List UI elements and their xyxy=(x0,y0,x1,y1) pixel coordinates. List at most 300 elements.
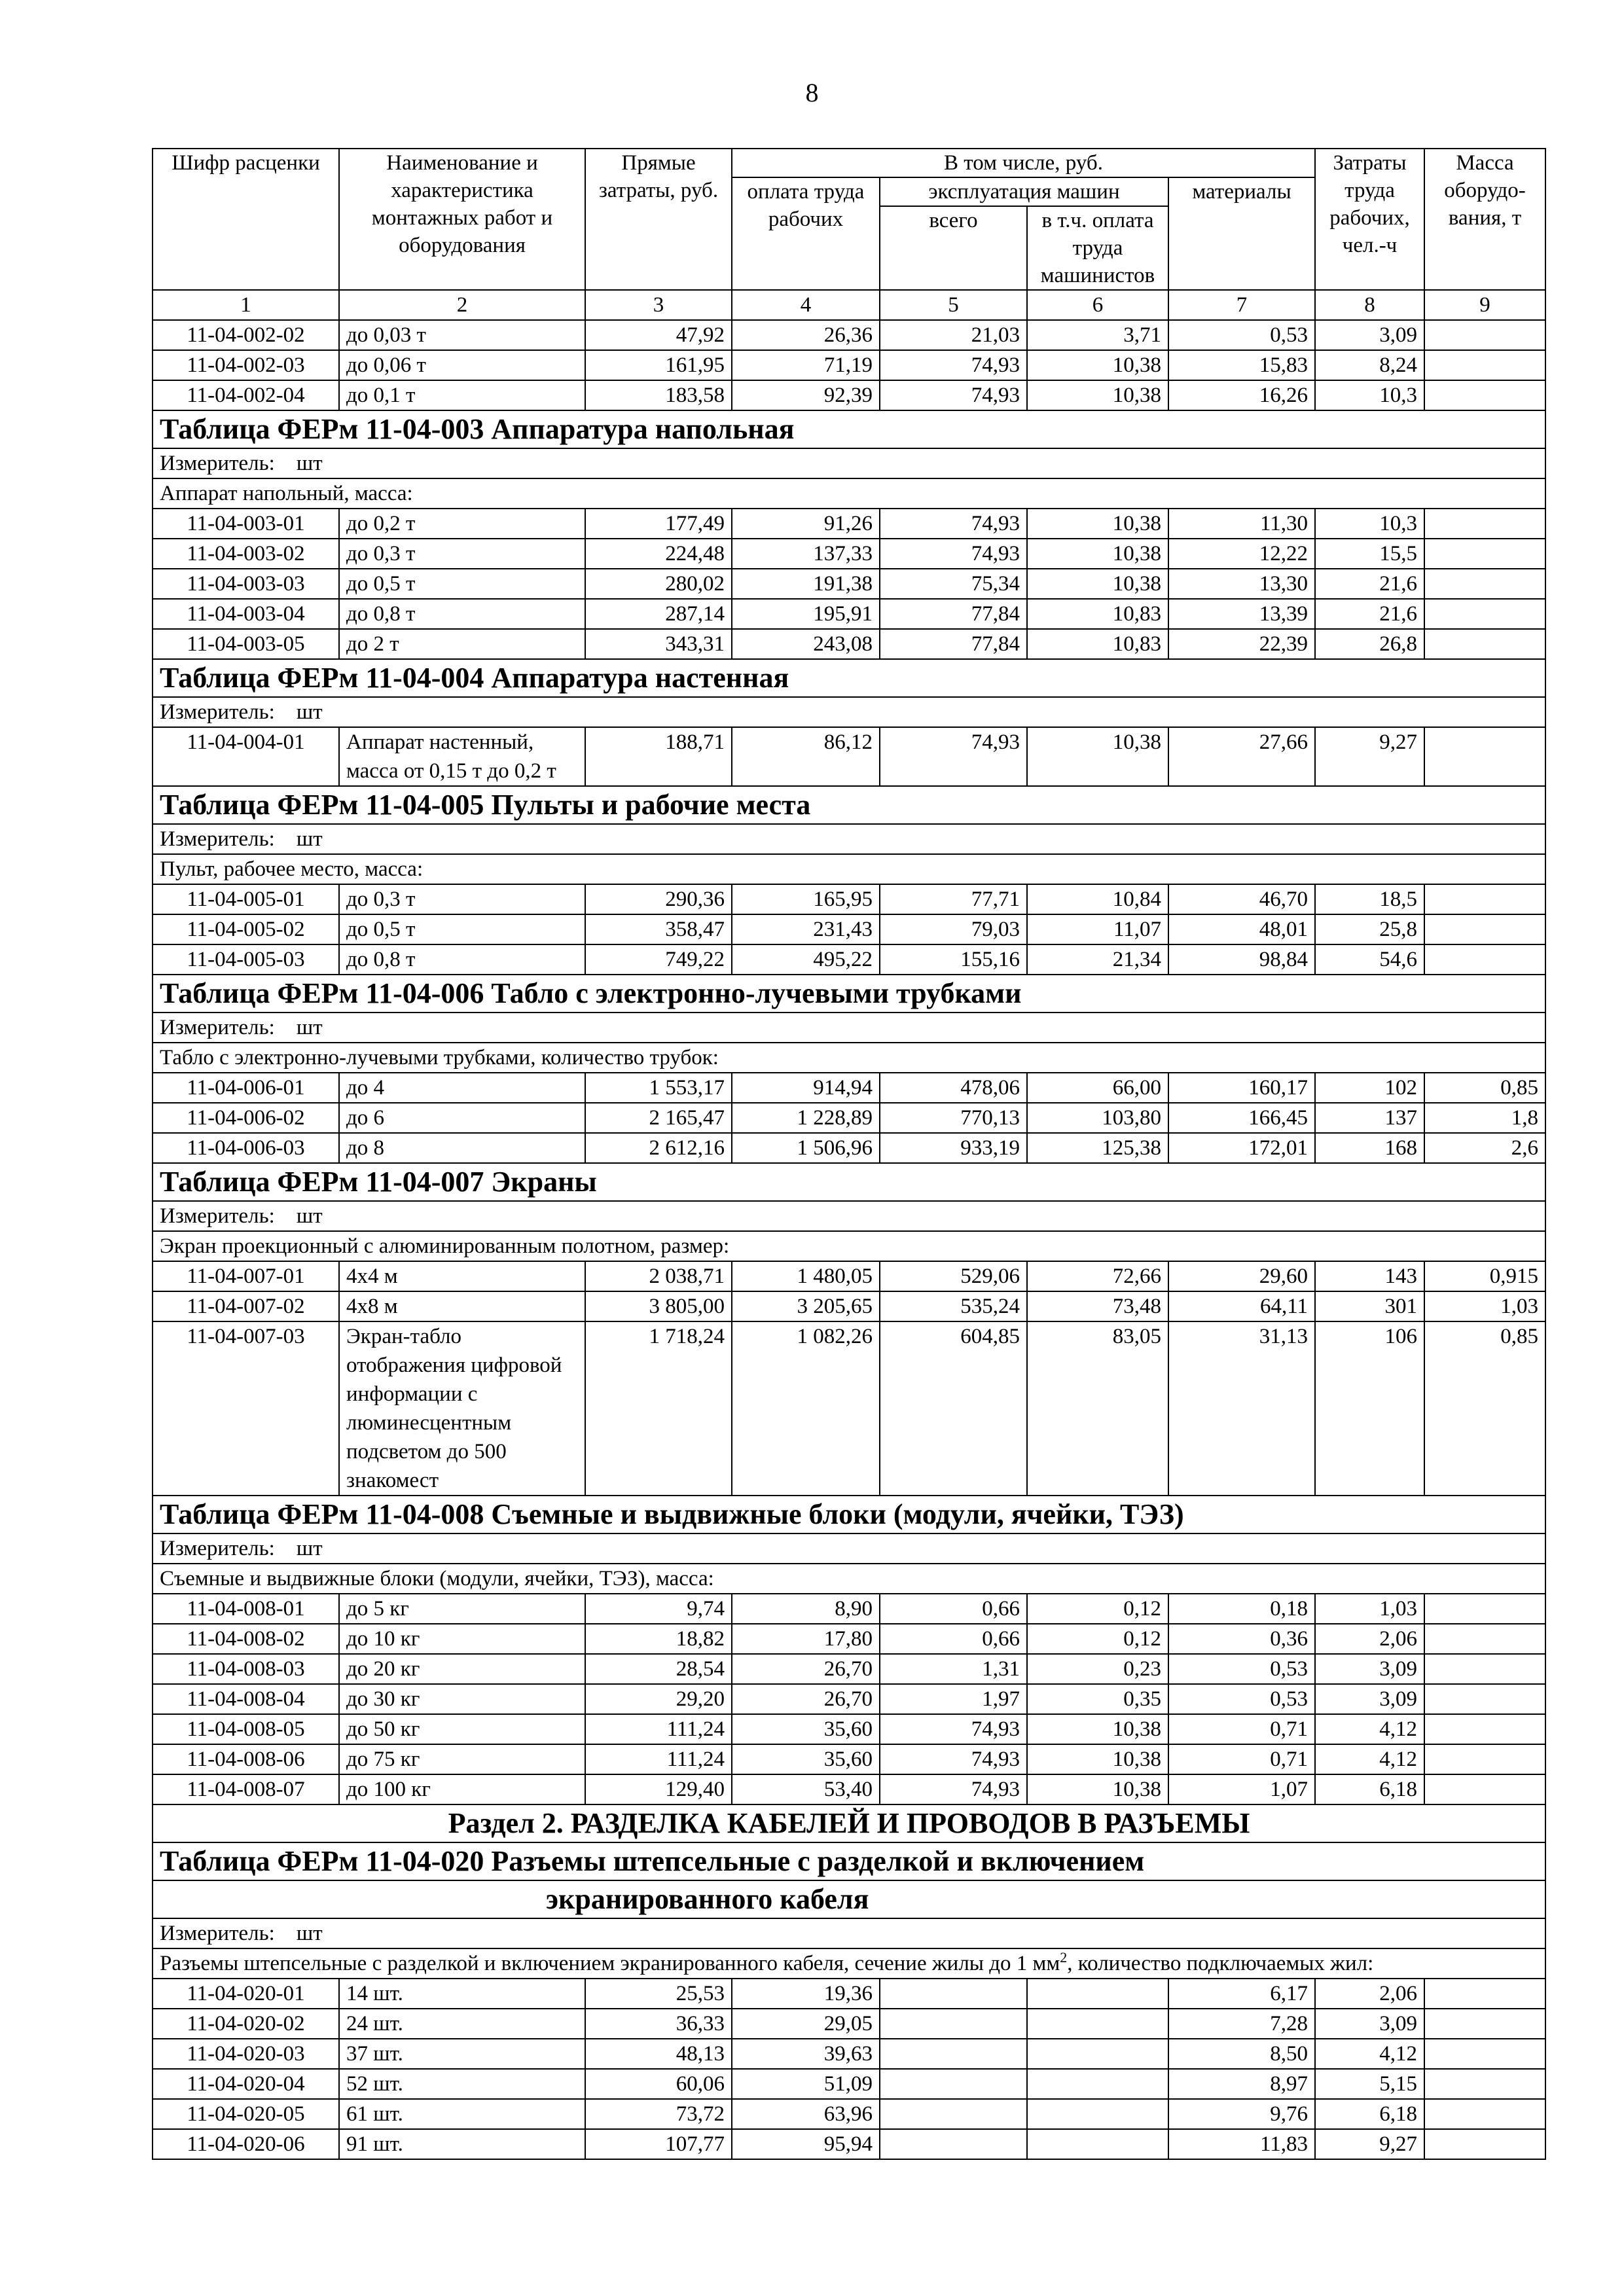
labor-hours: 4,12 xyxy=(1315,2039,1424,2069)
rate-code: 11-04-002-03 xyxy=(153,350,339,380)
materials: 11,83 xyxy=(1168,2129,1315,2159)
machines-total: 529,06 xyxy=(880,1261,1027,1291)
table-row xyxy=(153,1684,1545,1714)
work-name: до 30 кг xyxy=(339,1684,585,1714)
measure-row xyxy=(153,697,1545,727)
equipment-mass xyxy=(1424,2129,1545,2159)
measure-row xyxy=(153,1013,1545,1043)
direct-cost: 188,71 xyxy=(585,727,732,786)
rate-code: 11-04-006-01 xyxy=(153,1073,339,1103)
machinists-pay: 125,38 xyxy=(1027,1133,1168,1163)
table-row xyxy=(153,2069,1545,2099)
rate-code: 11-04-008-04 xyxy=(153,1684,339,1714)
machines-total: 77,71 xyxy=(880,884,1027,914)
table-title-cont xyxy=(153,1880,1545,1918)
work-name: до 0,2 т xyxy=(339,509,585,539)
equipment-mass xyxy=(1424,884,1545,914)
rate-code: 11-04-020-02 xyxy=(153,2009,339,2039)
labor-pay: 1 082,26 xyxy=(732,1321,880,1496)
header-name: Наименование и характеристика монтажных работ и оборудования xyxy=(339,149,585,290)
labor-hours: 143 xyxy=(1315,1261,1424,1291)
equipment-mass xyxy=(1424,914,1545,944)
machinists-pay xyxy=(1027,2039,1168,2069)
equipment-mass xyxy=(1424,1774,1545,1804)
direct-cost: 161,95 xyxy=(585,350,732,380)
materials: 8,50 xyxy=(1168,2039,1315,2069)
group-heading: Съемные и выдвижные блоки (модули, ячейки, ТЭЗ), масса: xyxy=(153,1564,1545,1594)
machinists-pay: 73,48 xyxy=(1027,1291,1168,1321)
machines-total: 77,84 xyxy=(880,629,1027,659)
materials: 172,01 xyxy=(1168,1133,1315,1163)
group-text: Разъемы штепсельные с разделкой и включением экранированного кабеля, сечение жилы до 1 мм xyxy=(160,1952,1060,1975)
machinists-pay: 10,38 xyxy=(1027,539,1168,569)
measure-row xyxy=(153,1534,1545,1564)
labor-hours: 2,06 xyxy=(1315,1624,1424,1654)
materials: 12,22 xyxy=(1168,539,1315,569)
group-text-end: , количество подключаемых жил: xyxy=(1067,1952,1374,1975)
machines-total: 77,84 xyxy=(880,599,1027,629)
measure-unit: Измеритель: шт xyxy=(153,1534,1545,1564)
labor-pay: 95,94 xyxy=(732,2129,880,2159)
machinists-pay: 103,80 xyxy=(1027,1103,1168,1133)
table-title-row xyxy=(153,410,1545,448)
direct-cost: 749,22 xyxy=(585,944,732,975)
labor-hours: 10,3 xyxy=(1315,380,1424,410)
group-row xyxy=(153,1564,1545,1594)
work-name: до 8 xyxy=(339,1133,585,1163)
rate-code: 11-04-008-05 xyxy=(153,1714,339,1744)
machines-total xyxy=(880,2129,1027,2159)
labor-hours: 8,24 xyxy=(1315,350,1424,380)
direct-cost: 183,58 xyxy=(585,380,732,410)
rate-code: 11-04-008-01 xyxy=(153,1594,339,1624)
labor-pay: 914,94 xyxy=(732,1073,880,1103)
table-title: Таблица ФЕРм 11-04-020 Разъемы штепсельные с разделкой и включением xyxy=(153,1842,1545,1880)
column-number: 2 xyxy=(339,290,585,320)
labor-pay: 63,96 xyxy=(732,2099,880,2129)
equipment-mass xyxy=(1424,1684,1545,1714)
direct-cost: 28,54 xyxy=(585,1654,732,1684)
column-number: 9 xyxy=(1424,290,1545,320)
equipment-mass xyxy=(1424,539,1545,569)
equipment-mass: 0,85 xyxy=(1424,1073,1545,1103)
labor-pay: 231,43 xyxy=(732,914,880,944)
labor-pay: 243,08 xyxy=(732,629,880,659)
equipment-mass xyxy=(1424,2009,1545,2039)
machinists-pay: 10,38 xyxy=(1027,569,1168,599)
table-title-row xyxy=(153,659,1545,697)
labor-pay: 1 506,96 xyxy=(732,1133,880,1163)
equipment-mass xyxy=(1424,944,1545,975)
direct-cost: 358,47 xyxy=(585,914,732,944)
machinists-pay: 10,83 xyxy=(1027,599,1168,629)
rate-code: 11-04-003-03 xyxy=(153,569,339,599)
table-row xyxy=(153,914,1545,944)
rate-code: 11-04-007-03 xyxy=(153,1321,339,1496)
table-row xyxy=(153,569,1545,599)
work-name: 91 шт. xyxy=(339,2129,585,2159)
labor-hours: 21,6 xyxy=(1315,569,1424,599)
labor-pay: 191,38 xyxy=(732,569,880,599)
rate-code: 11-04-004-01 xyxy=(153,727,339,786)
equipment-mass xyxy=(1424,320,1545,350)
machinists-pay xyxy=(1027,2009,1168,2039)
work-name: до 75 кг xyxy=(339,1744,585,1774)
table-row xyxy=(153,539,1545,569)
table-row xyxy=(153,944,1545,975)
work-name: до 0,5 т xyxy=(339,569,585,599)
work-name: до 0,3 т xyxy=(339,539,585,569)
header-machinists-pay: в т.ч. оплата труда машинистов xyxy=(1027,206,1168,290)
equipment-mass xyxy=(1424,509,1545,539)
work-name: до 20 кг xyxy=(339,1654,585,1684)
header-materials: материалы xyxy=(1168,177,1315,290)
header-code: Шифр расценки xyxy=(153,149,339,290)
materials: 0,53 xyxy=(1168,320,1315,350)
machinists-pay: 0,35 xyxy=(1027,1684,1168,1714)
column-number: 1 xyxy=(153,290,339,320)
rate-code: 11-04-003-02 xyxy=(153,539,339,569)
measure-unit: Измеритель: шт xyxy=(153,448,1545,478)
table-row xyxy=(153,1073,1545,1103)
work-name: до 0,5 т xyxy=(339,914,585,944)
machinists-pay: 10,38 xyxy=(1027,1774,1168,1804)
labor-pay: 26,70 xyxy=(732,1684,880,1714)
measure-unit: Измеритель: шт xyxy=(153,1918,1545,1948)
work-name: до 0,8 т xyxy=(339,944,585,975)
table-title-row xyxy=(153,1880,1545,1918)
labor-pay: 86,12 xyxy=(732,727,880,786)
work-name: до 0,1 т xyxy=(339,380,585,410)
work-name: до 6 xyxy=(339,1103,585,1133)
table-row xyxy=(153,1103,1545,1133)
labor-hours: 3,09 xyxy=(1315,1684,1424,1714)
machines-total: 74,93 xyxy=(880,350,1027,380)
direct-cost: 111,24 xyxy=(585,1744,732,1774)
header-machines-total: всего xyxy=(880,206,1027,290)
labor-pay: 137,33 xyxy=(732,539,880,569)
table-row xyxy=(153,1261,1545,1291)
labor-pay: 1 480,05 xyxy=(732,1261,880,1291)
direct-cost: 287,14 xyxy=(585,599,732,629)
materials: 22,39 xyxy=(1168,629,1315,659)
labor-hours: 168 xyxy=(1315,1133,1424,1163)
equipment-mass: 0,85 xyxy=(1424,1321,1545,1496)
measure-row xyxy=(153,448,1545,478)
labor-hours: 301 xyxy=(1315,1291,1424,1321)
materials: 1,07 xyxy=(1168,1774,1315,1804)
machines-total: 21,03 xyxy=(880,320,1027,350)
materials: 15,83 xyxy=(1168,350,1315,380)
materials: 29,60 xyxy=(1168,1261,1315,1291)
equipment-mass xyxy=(1424,1654,1545,1684)
rate-code: 11-04-002-02 xyxy=(153,320,339,350)
labor-hours: 106 xyxy=(1315,1321,1424,1496)
materials: 48,01 xyxy=(1168,914,1315,944)
rate-code: 11-04-005-03 xyxy=(153,944,339,975)
equipment-mass xyxy=(1424,1714,1545,1744)
work-name: до 4 xyxy=(339,1073,585,1103)
equipment-mass xyxy=(1424,2099,1545,2129)
machines-total: 79,03 xyxy=(880,914,1027,944)
machines-total: 535,24 xyxy=(880,1291,1027,1321)
rate-code: 11-04-020-03 xyxy=(153,2039,339,2069)
labor-pay: 26,70 xyxy=(732,1654,880,1684)
materials: 0,53 xyxy=(1168,1684,1315,1714)
machinists-pay: 10,38 xyxy=(1027,1744,1168,1774)
materials: 27,66 xyxy=(1168,727,1315,786)
equipment-mass xyxy=(1424,1744,1545,1774)
work-name: до 0,8 т xyxy=(339,599,585,629)
materials: 0,53 xyxy=(1168,1654,1315,1684)
table-title: Таблица ФЕРм 11-04-006 Табло с электронно-лучевыми трубками xyxy=(153,975,1545,1013)
machines-total xyxy=(880,2069,1027,2099)
machines-total xyxy=(880,2099,1027,2129)
equipment-mass: 1,03 xyxy=(1424,1291,1545,1321)
rate-code: 11-04-008-02 xyxy=(153,1624,339,1654)
work-name: 24 шт. xyxy=(339,2009,585,2039)
measure-row xyxy=(153,1201,1545,1231)
equipment-mass: 0,915 xyxy=(1424,1261,1545,1291)
labor-hours: 15,5 xyxy=(1315,539,1424,569)
column-number-row xyxy=(153,290,1545,320)
machines-total: 75,34 xyxy=(880,569,1027,599)
machinists-pay: 3,71 xyxy=(1027,320,1168,350)
table-title: Таблица ФЕРм 11-04-003 Аппаратура напольная xyxy=(153,410,1545,448)
labor-pay: 26,36 xyxy=(732,320,880,350)
column-number: 6 xyxy=(1027,290,1168,320)
table-row xyxy=(153,380,1545,410)
machinists-pay xyxy=(1027,1979,1168,2009)
labor-hours: 3,09 xyxy=(1315,320,1424,350)
rate-code: 11-04-020-05 xyxy=(153,2099,339,2129)
labor-pay: 17,80 xyxy=(732,1624,880,1654)
labor-pay: 71,19 xyxy=(732,350,880,380)
table-title-row xyxy=(153,1496,1545,1534)
labor-pay: 29,05 xyxy=(732,2009,880,2039)
direct-cost: 9,74 xyxy=(585,1594,732,1624)
equipment-mass xyxy=(1424,599,1545,629)
direct-cost: 2 612,16 xyxy=(585,1133,732,1163)
rate-code: 11-04-007-01 xyxy=(153,1261,339,1291)
work-name: до 0,3 т xyxy=(339,884,585,914)
labor-hours: 25,8 xyxy=(1315,914,1424,944)
rate-code: 11-04-006-02 xyxy=(153,1103,339,1133)
group-row xyxy=(153,478,1545,509)
header-labor-pay: оплата труда рабочих xyxy=(732,177,880,290)
machinists-pay xyxy=(1027,2099,1168,2129)
machinists-pay xyxy=(1027,2069,1168,2099)
labor-hours: 21,6 xyxy=(1315,599,1424,629)
labor-pay: 53,40 xyxy=(732,1774,880,1804)
group-row xyxy=(153,1231,1545,1261)
table-row xyxy=(153,2129,1545,2159)
materials: 9,76 xyxy=(1168,2099,1315,2129)
machines-total: 1,97 xyxy=(880,1684,1027,1714)
labor-hours: 3,09 xyxy=(1315,2009,1424,2039)
rate-code: 11-04-005-01 xyxy=(153,884,339,914)
measure-unit: Измеритель: шт xyxy=(153,1201,1545,1231)
materials: 64,11 xyxy=(1168,1291,1315,1321)
materials: 98,84 xyxy=(1168,944,1315,975)
table-row xyxy=(153,1774,1545,1804)
table-title-row xyxy=(153,1842,1545,1880)
machines-total: 0,66 xyxy=(880,1624,1027,1654)
table-row xyxy=(153,350,1545,380)
rate-code: 11-04-006-03 xyxy=(153,1133,339,1163)
group-heading: Аппарат напольный, масса: xyxy=(153,478,1545,509)
machines-total xyxy=(880,2039,1027,2069)
header-direct: Прямые затраты, руб. xyxy=(585,149,732,290)
column-number: 3 xyxy=(585,290,732,320)
work-name: Экран-табло отображения цифровой информации с люминесцентным подсветом до 500 знакомест xyxy=(339,1321,585,1496)
header-mass: Масса оборудо-вания, т xyxy=(1424,149,1545,290)
materials: 0,71 xyxy=(1168,1714,1315,1744)
direct-cost: 73,72 xyxy=(585,2099,732,2129)
work-name: до 10 кг xyxy=(339,1624,585,1654)
rates-table xyxy=(152,148,1546,2160)
materials: 0,18 xyxy=(1168,1594,1315,1624)
direct-cost: 129,40 xyxy=(585,1774,732,1804)
rate-code: 11-04-003-01 xyxy=(153,509,339,539)
rate-code: 11-04-020-01 xyxy=(153,1979,339,2009)
direct-cost: 29,20 xyxy=(585,1684,732,1714)
table-row xyxy=(153,1654,1545,1684)
header-machines: эксплуатация машин xyxy=(880,177,1168,206)
table-row xyxy=(153,884,1545,914)
machines-total: 933,19 xyxy=(880,1133,1027,1163)
measure-unit: Измеритель: шт xyxy=(153,1013,1545,1043)
materials: 11,30 xyxy=(1168,509,1315,539)
labor-hours: 3,09 xyxy=(1315,1654,1424,1684)
direct-cost: 2 165,47 xyxy=(585,1103,732,1133)
machinists-pay: 11,07 xyxy=(1027,914,1168,944)
equipment-mass xyxy=(1424,2069,1545,2099)
rate-code: 11-04-003-05 xyxy=(153,629,339,659)
table-row xyxy=(153,1133,1545,1163)
table-title-row xyxy=(153,1163,1545,1201)
machines-total: 74,93 xyxy=(880,380,1027,410)
machines-total xyxy=(880,2009,1027,2039)
materials: 13,30 xyxy=(1168,569,1315,599)
labor-hours: 102 xyxy=(1315,1073,1424,1103)
machinists-pay xyxy=(1027,2129,1168,2159)
header-row xyxy=(153,149,1545,177)
group-heading: Экран проекционный с алюминированным полотном, размер: xyxy=(153,1231,1545,1261)
equipment-mass: 1,8 xyxy=(1424,1103,1545,1133)
measure-unit: Измеритель: шт xyxy=(153,697,1545,727)
direct-cost: 280,02 xyxy=(585,569,732,599)
direct-cost: 25,53 xyxy=(585,1979,732,2009)
measure-unit: Измеритель: шт xyxy=(153,824,1545,854)
rate-code: 11-04-005-02 xyxy=(153,914,339,944)
materials: 13,39 xyxy=(1168,599,1315,629)
rate-code: 11-04-008-07 xyxy=(153,1774,339,1804)
machinists-pay: 83,05 xyxy=(1027,1321,1168,1496)
table-title: Таблица ФЕРм 11-04-008 Съемные и выдвижные блоки (модули, ячейки, ТЭЗ) xyxy=(153,1496,1545,1534)
work-name: 52 шт. xyxy=(339,2069,585,2099)
labor-hours: 54,6 xyxy=(1315,944,1424,975)
materials: 46,70 xyxy=(1168,884,1315,914)
rate-code: 11-04-002-04 xyxy=(153,380,339,410)
materials: 7,28 xyxy=(1168,2009,1315,2039)
section-heading: Раздел 2. РАЗДЕЛКА КАБЕЛЕЙ И ПРОВОДОВ В РАЗЪЕМЫ xyxy=(153,1804,1545,1842)
group-row xyxy=(153,854,1545,884)
labor-hours: 2,06 xyxy=(1315,1979,1424,2009)
machines-total: 478,06 xyxy=(880,1073,1027,1103)
machines-total: 74,93 xyxy=(880,1744,1027,1774)
table-title-row xyxy=(153,975,1545,1013)
group-heading: Пульт, рабочее место, масса: xyxy=(153,854,1545,884)
table-row xyxy=(153,2039,1545,2069)
labor-hours: 137 xyxy=(1315,1103,1424,1133)
direct-cost: 1 718,24 xyxy=(585,1321,732,1496)
table-row xyxy=(153,1714,1545,1744)
direct-cost: 111,24 xyxy=(585,1714,732,1744)
column-number: 8 xyxy=(1315,290,1424,320)
table-title: Таблица ФЕРм 11-04-007 Экраны xyxy=(153,1163,1545,1201)
labor-hours: 4,12 xyxy=(1315,1714,1424,1744)
labor-hours: 10,3 xyxy=(1315,509,1424,539)
machines-total: 155,16 xyxy=(880,944,1027,975)
direct-cost: 224,48 xyxy=(585,539,732,569)
equipment-mass xyxy=(1424,629,1545,659)
column-number: 4 xyxy=(732,290,880,320)
machines-total: 74,93 xyxy=(880,1774,1027,1804)
work-name: до 5 кг xyxy=(339,1594,585,1624)
materials: 31,13 xyxy=(1168,1321,1315,1496)
equipment-mass xyxy=(1424,2039,1545,2069)
labor-pay: 39,63 xyxy=(732,2039,880,2069)
labor-hours: 18,5 xyxy=(1315,884,1424,914)
equipment-mass xyxy=(1424,569,1545,599)
machines-total: 604,85 xyxy=(880,1321,1027,1496)
header-labor-cost: Затраты труда рабочих, чел.-ч xyxy=(1315,149,1424,290)
work-name: 61 шт. xyxy=(339,2099,585,2129)
work-name: до 0,03 т xyxy=(339,320,585,350)
direct-cost: 107,77 xyxy=(585,2129,732,2159)
rate-code: 11-04-008-03 xyxy=(153,1654,339,1684)
work-name: 14 шт. xyxy=(339,1979,585,2009)
machinists-pay: 10,38 xyxy=(1027,1714,1168,1744)
labor-hours: 9,27 xyxy=(1315,2129,1424,2159)
materials: 0,36 xyxy=(1168,1624,1315,1654)
materials: 160,17 xyxy=(1168,1073,1315,1103)
machinists-pay: 66,00 xyxy=(1027,1073,1168,1103)
section-row xyxy=(153,1804,1545,1842)
group-row xyxy=(153,1948,1545,1979)
machinists-pay: 10,84 xyxy=(1027,884,1168,914)
table-row xyxy=(153,1291,1545,1321)
group-row xyxy=(153,1043,1545,1073)
direct-cost: 343,31 xyxy=(585,629,732,659)
page-number: 8 xyxy=(805,78,819,107)
equipment-mass xyxy=(1424,1979,1545,2009)
labor-hours: 6,18 xyxy=(1315,2099,1424,2129)
table-title: Таблица ФЕРм 11-04-004 Аппаратура настенная xyxy=(153,659,1545,697)
table-row xyxy=(153,1594,1545,1624)
table-title-row xyxy=(153,786,1545,824)
direct-cost: 18,82 xyxy=(585,1624,732,1654)
machines-total: 74,93 xyxy=(880,1714,1027,1744)
direct-cost: 290,36 xyxy=(585,884,732,914)
machines-total: 0,66 xyxy=(880,1594,1027,1624)
labor-pay: 51,09 xyxy=(732,2069,880,2099)
column-number: 7 xyxy=(1168,290,1315,320)
machinists-pay: 72,66 xyxy=(1027,1261,1168,1291)
rate-code: 11-04-007-02 xyxy=(153,1291,339,1321)
table-row xyxy=(153,727,1545,786)
